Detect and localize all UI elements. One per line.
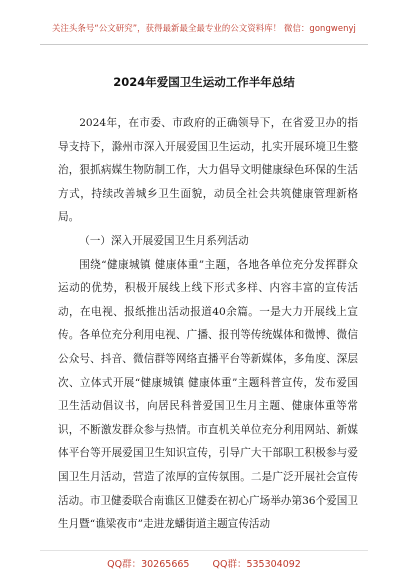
header-banner: 关注头条号“公文研究”，获得最新最全最专业的公文资料库！ 微信：gongwenyj: [52, 23, 356, 33]
document-body: [58, 112, 358, 537]
header-divider: [40, 44, 368, 45]
footer-divider: [40, 550, 368, 551]
section-paragraph: 围绕“健康城镇 健康体重”主题，各地各单位充分发挥群众运动的优势，积极开展线上线下形式多样、内容丰富的宣传活动，在电视、报纸推出活动报道40余篇。一是大力开展线上宣传。各单位充分利用电视、广播、报刊等传统媒体和微博、微信公众号、抖音、微信群等网络直播平台等新媒体，多角度、深层次、立体式开展“健康城镇 健康体重”主题科普宣传，发布爱国卫生活动倡议书，向居民科普爱国卫生月主题、健康体重等常识，不断激发群众参与热情。市直机关单位充分利用网站、新媒体平台等开展爱国卫生知识宣传，引导广大干部职工积极参与爱国卫生月活动，营造了浓厚的宣传氛围。二是广泛开展社会宣传活动。市卫健委联合南谯区卫健委在初心广场举办第36个爱国卫生月暨“谯梁夜市”走进龙蟠街道主题宣传活动: [58, 258, 358, 531]
section-heading: （一）深入开展爱国卫生月系列活动: [79, 234, 249, 247]
footer-qq-group-1: QQ群：30265665: [107, 559, 190, 570]
footer: [0, 556, 408, 570]
document-title: 2024年爱国卫生运动工作半年总结: [113, 75, 295, 89]
footer-qq-group-2: QQ群：535304092: [212, 559, 301, 570]
intro-paragraph: 2024年，在市委、市政府的正确领导下，在省爱卫办的指导支持下，滁州市深入开展爱国卫生运动，扎实开展环境卫生整治，狠抓病媒生物防制工作，大力倡导文明健康绿色环保的生活方式，持续改善城乡卫生面貌，动员全社会共筑健康管理新格局。: [58, 117, 358, 224]
